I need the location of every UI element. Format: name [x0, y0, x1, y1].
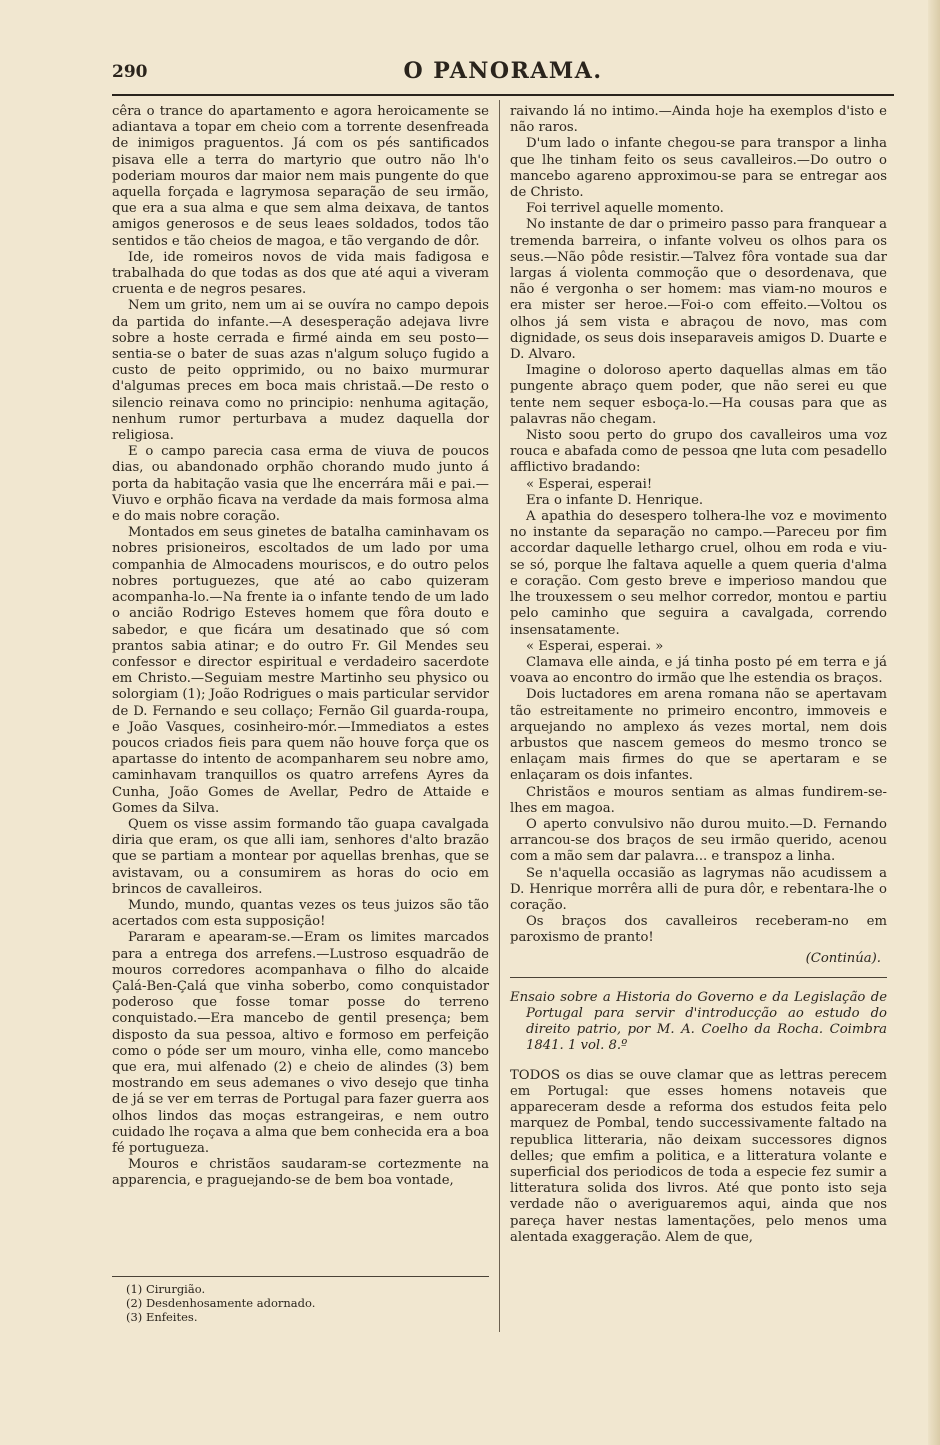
footnote: (2) Desdenhosamente adornado. — [126, 1296, 316, 1310]
paragraph: Os braços dos cavalleiros receberam-no em paroxismo de pranto! — [510, 914, 887, 946]
paragraph: Pararam e apearam-se.—Eram os limites marcados para a entrega dos arrefens.—Lustroso esquadrão de mouros corredores acompanhava o filho do alcaide Çalá-Ben-Çalá que vinha soberbo, como conquistador poderoso que fosse tomar posse do terreno conquistado.—Era mancebo de gentil presença; bem disposto da sua pessoa, altivo e formoso em perfeição como o póde ser um mouro, vinha elle, como mancebo que era, mui alfenado (2) e cheio de alindes (3) bem mostrando em seus ademanes o vivo desejo que tinha de já se ver em terras de Portugal para fazer guerra aos olhos lindos das moças estrangeiras, e nem outro cuidado lhe roçava a alma que bem conhecida era a boa fé portugueza. — [112, 930, 489, 1156]
paragraph: Nisto soou perto do grupo dos cavalleiros uma voz rouca e abafada como de pessoa qne luta com pesadello afflictivo bradando: — [510, 428, 887, 476]
page-header — [112, 58, 894, 88]
footnote: (3) Enfeites. — [126, 1310, 198, 1324]
left-column — [112, 104, 489, 1190]
paragraph: Christãos e mouros sentiam as almas fundirem-se-lhes em magoa. — [510, 784, 887, 816]
footnote: (1) Cirurgião. — [126, 1282, 206, 1296]
running-title: O PANORAMA. — [403, 58, 603, 84]
footnotes — [112, 1276, 489, 1324]
paragraph: Se n'aquella occasião as lagrymas não acudissem a D. Henrique morrêra alli de pura dôr, e rebentara-lhe o coração. — [510, 865, 887, 913]
paragraph: A apathia do desespero tolhera-lhe voz e movimento no instante da separação no campo.—Pareceu por fim accordar daquelle lethargo cruel, olhou em roda e viu-se só, porque lhe faltava aquelle a quem queria d'alma e coração. Com gesto breve e imperioso mandou que lhe trouxessem o seu melhor corredor, montou e partiu pelo caminho que seguira a cavalgada, correndo insensatamente. — [510, 509, 887, 638]
paragraph: Foi terrivel aquelle momento. — [526, 201, 724, 217]
paragraph: Montados em seus ginetes de batalha caminhavam os nobres prisioneiros, escoltados de um lado por uma companhia de Almocadens mouriscos, e do outro pelos nobres portuguezes, que até ao cabo quizeram acompanha-lo.—Na frente ia o infante tendo de um lado o ancião Rodrigo Esteves homem que fôra douto e sabedor, e que ficára um desatinado que só com prantos sabia atinar; e do outro Fr. Gil Mendes seu confessor e director espiritual e verdadeiro sacerdote em Christo.—Seguiam mestre Martinho seu physico ou solorgiam (1); João Rodrigues o mais particular servidor de D. Fernando e seu collaço; Fernão Gil guarda-roupa, e João Vasques, cosinheiro-mór.—Immediatos a estes poucos criados fieis para quem não houve força que os apartasse do intento de acompanharem seu nobre amo, caminhavam tranquillos os quatro arrefens Ayres da Cunha, João Gomes de Avellar, Pedro de Attaide e Gomes da Silva. — [112, 525, 489, 816]
paragraph: Nem um grito, nem um ai se ouvíra no campo depois da partida do infante.—A desesperação adejava livre sobre a hoste cerrada e firmé ainda em seu posto—sentia-se o bater de suas azas n'algum soluço fugido a custo de peito opprimido, ou no baixo murmurar d'algumas preces em boca mais christaã.—De resto o silencio reinava como no principio: nenhuma agitação, nenhum rumor perturbava a mudez daquella dor religiosa. — [112, 298, 489, 444]
column-divider — [499, 100, 500, 1332]
paragraph: Quem os visse assim formando tão guapa cavalgada diria que eram, os que alli iam, senhores d'alto brazão que se partiam a montear por aquellas brenhas, que se avistavam, ou a consumirem as horas do ocio em brincos de cavalleiros. — [112, 816, 489, 897]
paragraph: Mundo, mundo, quantas vezes os teus juizos são tão acertados com esta supposição! — [112, 897, 489, 930]
continuation-note: (Continúa). — [805, 950, 881, 966]
paragraph: raivando lá no intimo.—Ainda hoje ha exemplos d'isto e não raros. — [510, 104, 887, 136]
paragraph: « Esperai, esperai. » — [526, 638, 664, 654]
paragraph: D'um lado o infante chegou-se para transpor a linha que lhe tinham feito os seus cavalleiros.—Do outro o mancebo agareno approximou-se para se entregar aos de Christo. — [510, 136, 887, 201]
paragraph: O aperto convulsivo não durou muito.—D. Fernando arrancou-se dos braços de seu irmão querido, acenou com a mão sem dar palavra... e transpoz a linha. — [510, 816, 887, 865]
right-column — [510, 104, 887, 1246]
paragraph: Dois luctadores em arena romana não se apertavam tão estreitamente no primeiro encontro, immoveis e arquejando no amplexo ás vezes mortal, nem dois arbustos que nascem gemeos do mesmo tronco se enlaçam mais firmes do que se apertaram e se enlaçaram os dois infantes. — [510, 687, 887, 784]
section-divider — [510, 977, 887, 978]
paragraph: No instante de dar o primeiro passo para franquear a tremenda barreira, o infante volveu os olhos para os seus.—Não pôde resistir.—Talvez fôra vontade sua dar largas á violenta commoção que o desordenava, que não é vergonha o ser homem: mas viam-no mouros e era mister ser heroe.—Foi-o com effeito.—Voltou os olhos já sem vista e abraçou de novo, mas com dignidade, os seus dois inseparaveis amigos D. Duarte e D. Alvaro. — [510, 217, 887, 363]
paragraph: Era o infante D. Henrique. — [526, 492, 704, 508]
review-heading: Ensaio sobre a Historia do Governo e da Legislação de Portugal para servir d'introducção ao estudo do direito patrio, por M. A. Coelho da Rocha. Coimbra 1841. 1 vol. 8.º — [510, 989, 887, 1053]
paragraph: TODOS os dias se ouve clamar que as lettras perecem em Portugal: que esses homens notaveis que appareceram desde a reforma dos estudos feita pelo marquez de Pombal, tendo successivamente faltado na republica litteraria, não deixam successores dignos delles; que emfim a politica, e a litteratura volante e superficial dos periodicos de toda a especie fez sumir a litteratura solida dos livros. Até que ponto isto seja verdade não o averiguaremos aqui, ainda que nos pareça haver nestas lamentações, pelo menos uma alentada exaggeração. Alem de que, — [510, 1067, 887, 1245]
page-number: 290 — [112, 62, 148, 82]
header-rule — [112, 94, 894, 96]
paragraph: cêra o trance do apartamento e agora heroicamente se adiantava a topar em cheio com a torrente desenfreada de inimigos praguentos. Já com os pés santificados pisava elle a terra do martyrio que outro não lh'o poderiam mouros dar maior nem mais pungente do que aquella forçada e lagrymosa separação de seu irmão, que era a sua alma e que sem alma deixava, de tantos amigos generosos e de seus leaes soldados, todos tão sentidos e tão cheios de magoa, e tão vergando de dôr. — [112, 104, 489, 249]
review-body — [510, 1068, 887, 1246]
paragraph: Ide, ide romeiros novos de vida mais fadigosa e trabalhada do que todas as dos que até aqui a viveram cruenta e de negros pesares. — [112, 249, 489, 298]
paragraph: « Esperai, esperai! — [526, 476, 653, 492]
paragraph: Mouros e christãos saudaram-se cortezmente na apparencia, e praguejando-se de bem boa vontade, — [112, 1157, 489, 1189]
page-edge — [928, 0, 940, 1445]
paragraph: E o campo parecia casa erma de viuva de poucos dias, ou abandonado orphão chorando mudo junto á porta da habitação vasia que lhe encerrára mãi e pai.—Viuvo e orphão ficava na verdade da mais formosa alma e do mais nobre coração. — [112, 444, 489, 525]
paragraph: Clamava elle ainda, e já tinha posto pé em terra e já voava ao encontro do irmão que lhe estendia os braços. — [510, 654, 887, 687]
paragraph: Imagine o doloroso aperto daquellas almas em tão pungente abraço quem poder, que não serei eu que tente nem sequer esboça-lo.—Ha cousas para que as palavras não chegam. — [510, 363, 887, 427]
